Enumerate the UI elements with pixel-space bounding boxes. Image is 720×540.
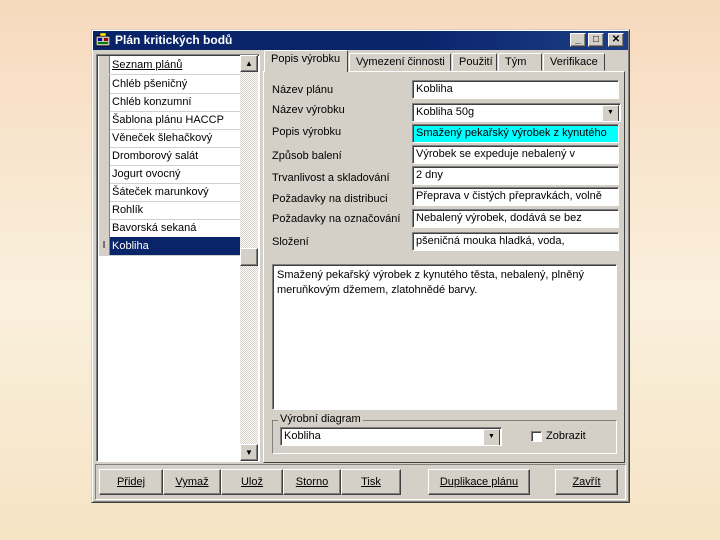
trvanlivost-label: Trvanlivost a skladování bbox=[272, 172, 390, 184]
pozadavky-oznaceni-input[interactable]: Nebalený výrobek, dodává se bez bbox=[412, 209, 619, 228]
tab-verifikace[interactable]: Verifikace bbox=[543, 53, 605, 71]
app-icon bbox=[96, 33, 110, 47]
flow-diagram-group-label: Výrobní diagram bbox=[280, 413, 361, 425]
trvanlivost-input[interactable]: 2 dny bbox=[412, 166, 619, 185]
scroll-thumb[interactable] bbox=[240, 248, 258, 266]
list-item[interactable] bbox=[99, 183, 241, 202]
list-header bbox=[99, 56, 241, 75]
plan-list[interactable] bbox=[96, 54, 260, 462]
close-dialog-button-label: Zavřít bbox=[572, 476, 601, 488]
list-item[interactable] bbox=[99, 93, 241, 112]
list-item[interactable] bbox=[99, 219, 241, 238]
duplicate-plan-button[interactable] bbox=[428, 469, 530, 495]
row-selector bbox=[99, 201, 110, 219]
nazev-vyrobku-label: Název výrobku bbox=[272, 104, 345, 116]
list-item-label: Věneček šlehačkový bbox=[112, 132, 213, 144]
row-selector bbox=[99, 165, 110, 183]
chevron-down-icon[interactable]: ▼ bbox=[602, 105, 619, 122]
nazev-vyrobku-value: Kobliha 50g bbox=[416, 106, 475, 118]
maximize-button[interactable]: □ bbox=[588, 33, 604, 47]
pozadavky-oznaceni-label: Požadavky na označování bbox=[272, 213, 401, 225]
tab-popis-vyrobku[interactable]: Popis výrobku bbox=[264, 50, 348, 72]
row-selector bbox=[99, 111, 110, 129]
nazev-vyrobku-select[interactable] bbox=[412, 103, 621, 122]
nazev-planu-label: Název plánu bbox=[272, 84, 334, 96]
list-item-selected[interactable] bbox=[99, 237, 241, 256]
duplicate-plan-button-label: Duplikace plánu bbox=[439, 476, 519, 488]
list-item[interactable] bbox=[99, 201, 241, 220]
tab-tym[interactable]: Tým bbox=[498, 53, 542, 71]
list-item-label: Dromborový salát bbox=[112, 150, 199, 162]
minimize-button[interactable]: _ bbox=[570, 33, 586, 47]
list-item[interactable] bbox=[99, 165, 241, 184]
flow-diagram-value: Kobliha bbox=[284, 430, 321, 442]
cancel-button-label: Storno bbox=[295, 476, 329, 488]
list-item-label: Jogurt ovocný bbox=[112, 168, 181, 180]
pozadavky-distribuci-input[interactable]: Přeprava v čistých přepravkách, volně bbox=[412, 187, 619, 206]
down-arrow-icon: ▼ bbox=[245, 448, 253, 457]
row-selector bbox=[99, 75, 110, 93]
list-item-label: Chléb pšeničný bbox=[112, 78, 188, 90]
list-item[interactable] bbox=[99, 129, 241, 148]
row-selector bbox=[99, 129, 110, 147]
tab-vymezeni-cinnosti[interactable]: Vymezení činnosti bbox=[349, 53, 451, 71]
window-title: Plán kritických bodů bbox=[115, 33, 233, 47]
close-dialog-button[interactable] bbox=[555, 469, 618, 495]
flow-diagram-select[interactable] bbox=[280, 427, 502, 446]
list-item[interactable] bbox=[99, 75, 241, 94]
cancel-button[interactable] bbox=[283, 469, 341, 495]
print-button[interactable] bbox=[341, 469, 401, 495]
save-button-label: Ulož bbox=[240, 476, 263, 488]
row-selector bbox=[99, 147, 110, 165]
list-item-label: Šáteček marunkový bbox=[112, 186, 209, 198]
row-selector bbox=[99, 219, 110, 237]
description-memo[interactable]: Smažený pekařský výrobek z kynutého těsta, nebalený, plněný meruňkovým džemem, zlatohnědé barvy. bbox=[272, 264, 617, 410]
delete-button-label: Vymaž bbox=[175, 476, 209, 488]
list-scrollbar[interactable] bbox=[240, 55, 258, 461]
nazev-planu-input[interactable]: Kobliha bbox=[412, 80, 619, 99]
add-button-label: Přidej bbox=[116, 476, 146, 488]
close-button[interactable]: ✕ bbox=[608, 33, 624, 47]
popis-vyrobku-input[interactable]: Smažený pekařský výrobek z kynutého bbox=[412, 124, 619, 143]
print-button-label: Tisk bbox=[361, 476, 381, 488]
list-item-label: Kobliha bbox=[112, 240, 149, 252]
zpusob-baleni-label: Způsob balení bbox=[272, 150, 342, 162]
list-item-label: Bavorská sekaná bbox=[112, 222, 197, 234]
up-arrow-icon: ▲ bbox=[245, 59, 253, 68]
zobrazit-checkbox[interactable] bbox=[531, 431, 542, 442]
save-button[interactable] bbox=[221, 469, 283, 495]
scroll-down-button[interactable] bbox=[240, 444, 258, 461]
popis-vyrobku-label: Popis výrobku bbox=[272, 126, 342, 138]
pozadavky-distribuci-label: Požadavky na distribuci bbox=[272, 193, 388, 205]
row-selector bbox=[99, 56, 110, 74]
scroll-up-button[interactable] bbox=[240, 55, 258, 72]
slozeni-input[interactable]: pšeničná mouka hladká, voda, bbox=[412, 232, 619, 251]
list-item[interactable] bbox=[99, 111, 241, 130]
tab-pouziti[interactable]: Použití bbox=[452, 53, 497, 71]
slozeni-label: Složení bbox=[272, 236, 309, 248]
title-bar[interactable] bbox=[93, 31, 628, 50]
list-item-label: Rohlík bbox=[112, 204, 144, 216]
list-header-label: Seznam plánů bbox=[112, 59, 183, 71]
zpusob-baleni-input[interactable]: Výrobek se expeduje nebalený v bbox=[412, 145, 619, 164]
delete-button[interactable] bbox=[163, 469, 221, 495]
list-item[interactable] bbox=[99, 147, 241, 166]
list-item-label: Chléb konzumní bbox=[112, 96, 192, 108]
row-selector-current: I bbox=[99, 237, 110, 255]
list-item-label: Šablona plánu HACCP bbox=[112, 114, 224, 126]
row-selector bbox=[99, 183, 110, 201]
zobrazit-label: Zobrazit bbox=[546, 430, 586, 442]
add-button[interactable] bbox=[99, 469, 163, 495]
row-selector bbox=[99, 93, 110, 111]
chevron-down-icon[interactable]: ▼ bbox=[483, 429, 500, 446]
